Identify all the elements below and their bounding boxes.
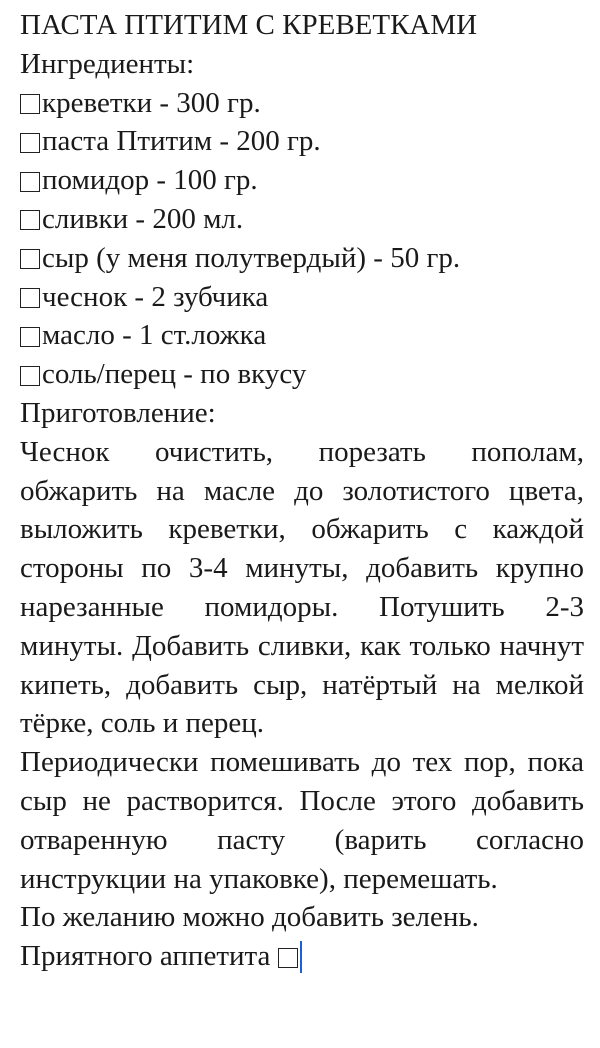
ingredient-item [20,316,584,355]
ingredient-label: креветки - 300 гр. [42,86,261,119]
checkbox-icon[interactable] [20,249,40,269]
ingredient-item [20,200,584,239]
checkbox-icon[interactable] [20,366,40,386]
ingredient-label: сливки - 200 мл. [42,202,244,235]
document-body[interactable] [20,6,584,976]
ingredient-label: масло - 1 ст.ложка [42,319,267,352]
checkbox-icon[interactable] [20,210,40,230]
ingredient-item [20,355,584,394]
checkbox-icon[interactable] [20,288,40,308]
closing-text: Приятного аппетита [20,940,271,973]
ingredient-item [20,161,584,200]
closing-line [20,937,584,976]
ingredient-item [20,122,584,161]
ingredients-heading: Ингредиенты: [20,47,195,80]
checkbox-icon[interactable] [20,94,40,114]
ingredient-item [20,239,584,278]
ingredient-item [20,84,584,123]
checkbox-icon[interactable] [20,133,40,153]
checkbox-icon[interactable] [278,948,298,968]
preparation-paragraph: Периодически помешивать до тех пор, пока сыр не растворится. После этого добавить отваренную пасту (варить согласно инструкции на упаковке), перемешать. [20,746,584,895]
preparation-paragraph: По желанию можно добавить зелень. [20,901,479,934]
preparation-heading: Приготовление: [20,396,216,429]
preparation-paragraph: Чеснок очистить, порезать пополам, обжарить на масле до золотистого цвета, выложить креветки, обжарить с каждой стороны по 3-4 минуты, добавить крупно нарезанные помидоры. Потушить 2-3 минуты. Добавить сливки, как только начнут кипеть, добавить сыр, натёртый на мелкой тёрке, соль и перец. [20,435,584,740]
recipe-title: ПАСТА ПТИТИМ С КРЕВЕТКАМИ [20,9,478,41]
ingredient-label: помидор - 100 гр. [42,164,258,197]
ingredients-list [20,84,584,394]
ingredient-label: соль/перец - по вкусу [42,358,307,391]
checkbox-icon[interactable] [20,327,40,347]
ingredient-item [20,278,584,317]
ingredient-label: паста Птитим - 200 гр. [42,125,321,158]
ingredient-label: чеснок - 2 зубчика [42,280,269,313]
text-cursor-icon [300,941,302,973]
checkbox-icon[interactable] [20,172,40,192]
ingredient-label: сыр (у меня полутвердый) - 50 гр. [42,241,461,274]
